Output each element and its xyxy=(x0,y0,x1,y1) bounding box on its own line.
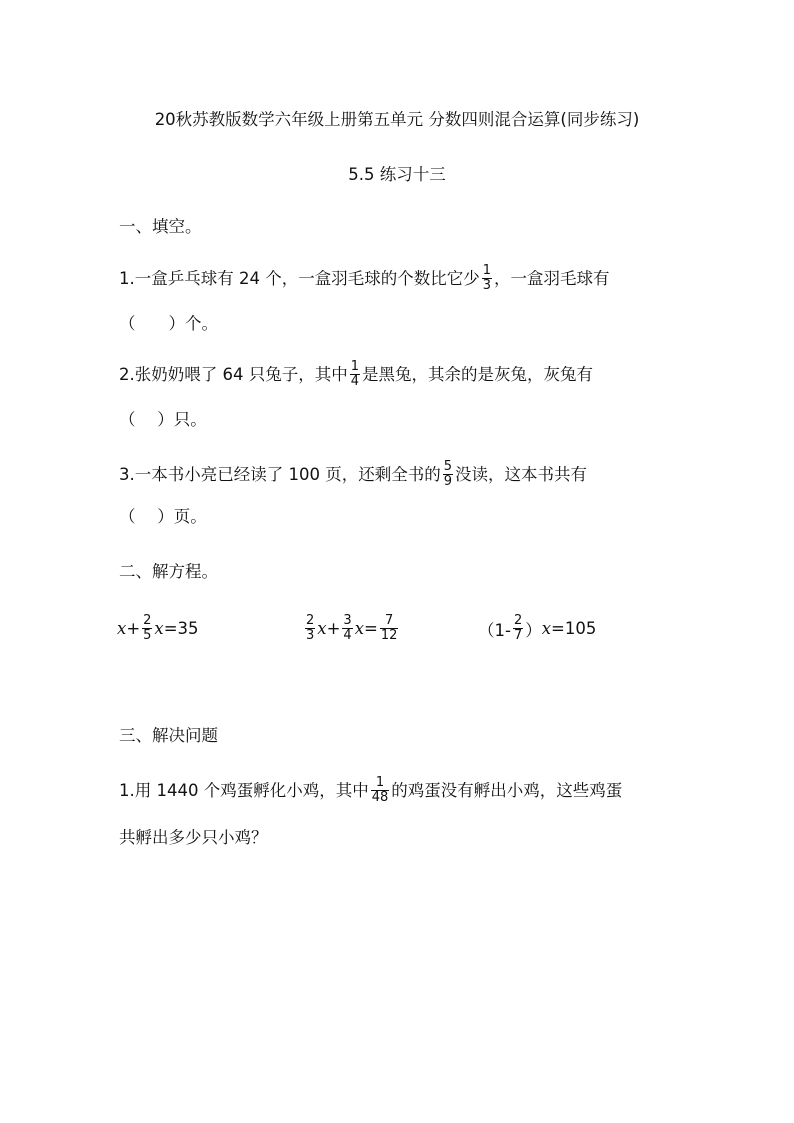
q2-fraction: $\frac{1}{4}$ xyxy=(350,359,360,389)
q1-text-a: 1.一盒乒乓球有 24 个，一盒羽毛球的个数比它少 xyxy=(119,268,480,288)
eq2-fraction-3: $\frac{7}{12}$ xyxy=(380,613,398,643)
problem-3-1 xyxy=(119,776,679,805)
q1-fraction: $\frac{1}{3}$ xyxy=(482,263,492,293)
eq1-fraction: $\frac{2}{5}$ xyxy=(143,613,152,643)
p1-text-c: 共孵出多少只小鸡？ xyxy=(119,828,268,847)
page-subtitle: 5.5 练习十三 xyxy=(348,165,446,184)
eq2-fraction-1: $\frac{2}{3}$ xyxy=(306,613,315,643)
p1-text-b: 的鸡蛋没有孵出小鸡，这些鸡蛋 xyxy=(391,780,623,800)
q1-text-b: ，一盒羽毛球有 xyxy=(494,268,610,288)
q3-fraction: $\frac{5}{9}$ xyxy=(443,459,453,489)
q1-answer-blank: （ ）个。 xyxy=(119,314,218,333)
q2-text-a: 2.张奶奶喂了 64 只兔子，其中 xyxy=(119,364,348,384)
equation-2: $\frac{2}{3}$ x + $\frac{3}{4}$ x = $\frac{7}{12}$ xyxy=(306,613,398,643)
question-1-1 xyxy=(119,264,679,293)
q2-text-b: 是黑兔，其余的是灰兔，灰兔有 xyxy=(362,364,594,384)
equation-3: （1- $\frac{2}{7}$ ） x =105 xyxy=(478,613,597,643)
q2-answer-blank: （ ）只。 xyxy=(119,410,207,429)
p1-fraction: $\frac{1}{48}$ xyxy=(371,775,389,805)
eq3-fraction: $\frac{2}{7}$ xyxy=(513,613,523,643)
question-1-3 xyxy=(119,460,679,489)
q3-answer-blank: （ ）页。 xyxy=(119,507,207,526)
section3-heading: 三、解决问题 xyxy=(119,726,218,745)
q3-text-b: 没读，这本书共有 xyxy=(455,464,588,484)
equation-1: x + $\frac{2}{5}$ x =35 xyxy=(117,613,199,643)
section2-heading: 二、解方程。 xyxy=(119,562,218,581)
page-title: 20秋苏教版数学六年级上册第五单元 分数四则混合运算(同步练习) xyxy=(154,110,640,129)
p1-text-a: 1.用 1440 个鸡蛋孵化小鸡，其中 xyxy=(119,780,369,800)
section1-heading: 一、填空。 xyxy=(119,217,202,236)
eq2-fraction-2: $\frac{3}{4}$ xyxy=(343,613,352,643)
q3-text-a: 3.一本书小亮已经读了 100 页，还剩全书的 xyxy=(119,464,441,484)
question-1-2 xyxy=(119,360,679,389)
